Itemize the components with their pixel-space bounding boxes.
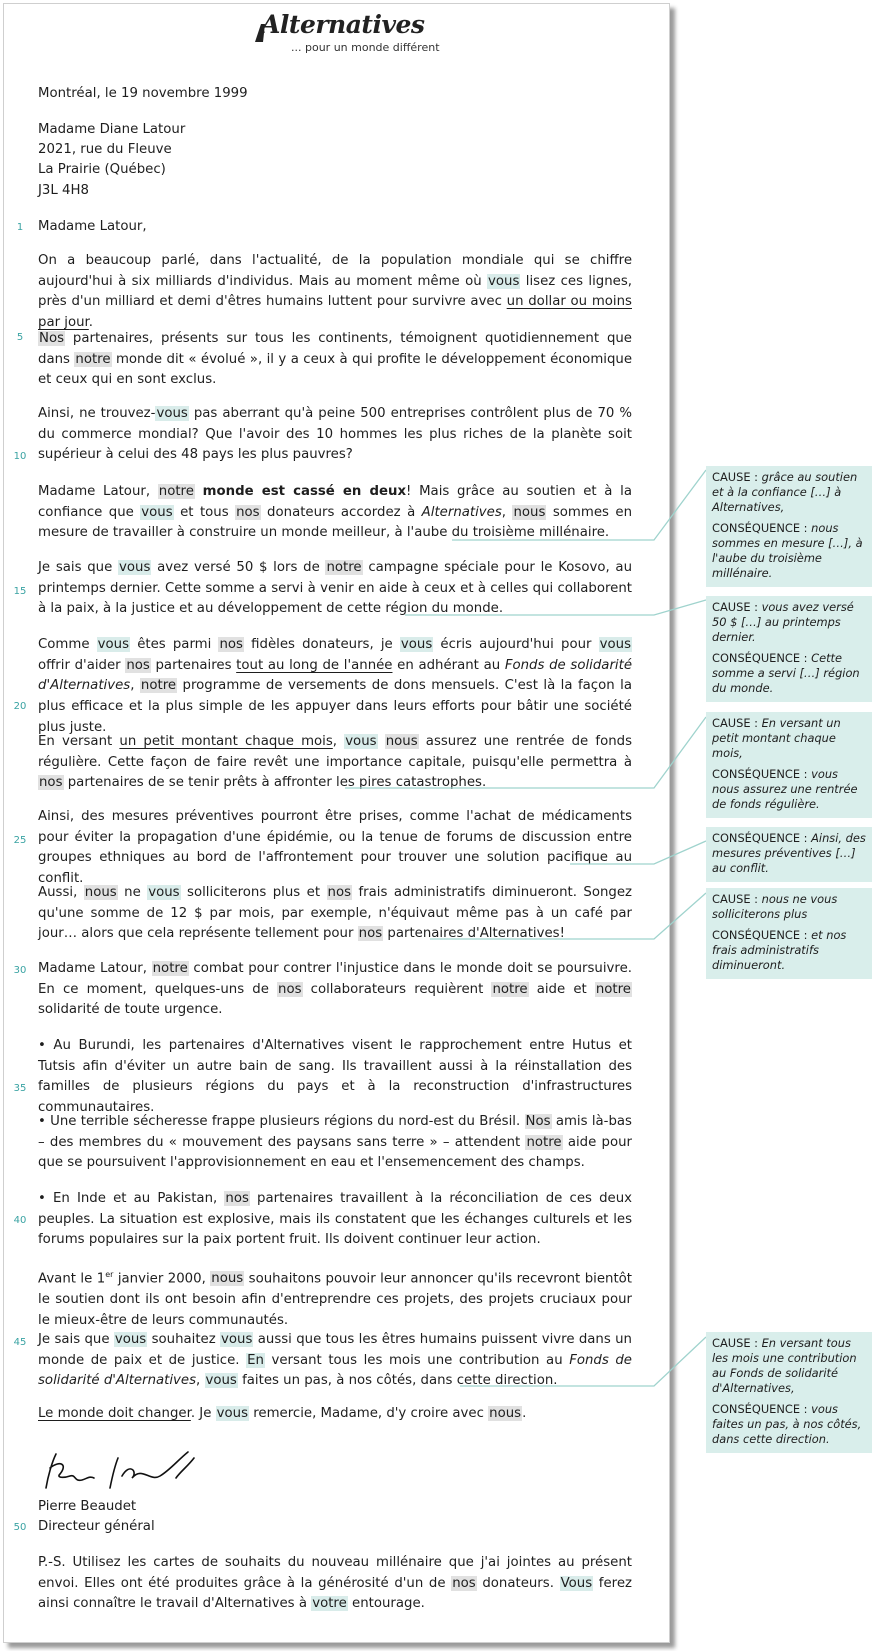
logo-tagline: ... pour un monde différent (291, 41, 440, 54)
note-value: et nos frais administratifs diminueront. (712, 928, 847, 972)
paragraph: Madame Latour, notre combat pour contrer l'injustice dans le monde doit se poursuivre. En ce moment, quelques-uns de nos collaborateurs requièrent notre aide et notre solidarité de toute urgence. (38, 961, 632, 1018)
recipient-line: J3L 4H8 (38, 183, 89, 198)
recipient-line: Madame Diane Latour (38, 122, 186, 137)
cause-consequence-note (706, 466, 872, 587)
note-value: nous sommes en mesure […], à l'aube du troisième millénaire. (712, 521, 863, 580)
note-key: CAUSE : (712, 470, 762, 484)
line-number: 45 (13, 1337, 27, 1348)
cause-consequence-note (706, 1332, 872, 1453)
line-number: 30 (13, 965, 27, 976)
cause-consequence-note (706, 596, 872, 702)
note-value: Cette somme a servi […] région du monde. (712, 651, 860, 695)
note-key: CONSÉQUENCE : (712, 651, 812, 665)
paragraph: Ainsi, des mesures préventives pourront être prises, comme l'achat de médicaments pour éviter la propagation d'une épidémie, ou la tenue de forums de discussion entre groupes ethniques au bord de l'affrontement pour trouver une solution pacifique au conflit. (38, 809, 632, 887)
paragraph: En versant un petit montant chaque mois, vous nous assurez une rentrée de fonds régulière. Cette façon de faire revêt une importance capitale, puisqu'elle permettra à nos partenaires de se tenir prêts à affronter les pires catastrophes. (38, 734, 632, 791)
letter-date: Montréal, le 19 novembre 1999 (38, 86, 248, 101)
paragraph: Ainsi, ne trouvez-vous pas aberrant qu'à peine 500 entreprises contrôlent plus de 70 % du commerce mondial? Que l'avoir des 10 hommes les plus riches de la planète soit supérieur à celui des 48 pays les plus pauvres? (38, 406, 633, 463)
paragraph: Nos partenaires, présents sur tous les continents, témoignent quotidiennement que dans notre monde dit « évolué », il y a ceux à qui profite le développement économique et ceux qui en sont exclus. (38, 331, 633, 388)
paragraph: Je sais que vous souhaitez vous aussi que tous les êtres humains puissent vivre dans un monde de paix et de justice. En versant tous les mois une contribution au Fonds de solidarité d'Alternatives, vous faites un pas, à nos côtés, dans cette direction. (38, 1332, 632, 1389)
note-value: nous ne vous solliciterons plus (712, 892, 838, 921)
paragraph: • Une terrible sécheresse frappe plusieurs régions du nord-est du Brésil. Nos amis là-bas – des membres du « mouvement des paysans sans terre » – attendent notre aide pour que se poursuivent l'approvisionnement en eau et l'ensemencement des champs. (38, 1114, 632, 1171)
line-number: 1 (16, 222, 24, 233)
note-value: En versant un petit montant chaque mois, (712, 716, 841, 760)
note-value: vous faites un pas, à nos côtés, dans cette direction. (712, 1402, 862, 1446)
line-number: 10 (13, 451, 27, 462)
paragraph: On a beaucoup parlé, dans l'actualité, de la population mondiale qui se chiffre aujourd'hui à six milliards d'individus. Mais au moment même où vous lisez ces lignes, près d'un milliard et demi d'êtres humains luttent pour survivre avec un dollar ou moins par jour. (38, 253, 633, 331)
note-key: CONSÉQUENCE : (712, 767, 812, 781)
paragraph: Je sais que vous avez versé 50 $ lors de notre campagne spéciale pour le Kosovo, au printemps dernier. Cette somme a servi à venir en aide à ceux et à celles qui collaborent à la paix, à la justice et au développement de cette région du monde. (38, 560, 632, 617)
salutation: Madame Latour, (38, 219, 147, 234)
cause-consequence-note (706, 888, 872, 979)
note-key: CONSÉQUENCE : (712, 928, 812, 942)
paragraph: Avant le 1er janvier 2000, nous souhaitons pouvoir leur annoncer qu'ils recevront bientôt le soutien dont ils ont besoin afin d'entreprendre ces projets, des projets cruciaux pour le mieux-être de leurs communautés. (38, 1270, 633, 1328)
note-key: CAUSE : (712, 716, 762, 730)
logo-name: Alternatives (261, 10, 425, 39)
line-number: 50 (13, 1522, 27, 1533)
note-key: CAUSE : (712, 600, 762, 614)
line-number: 35 (13, 1083, 27, 1094)
paragraph: Comme vous êtes parmi nos fidèles donateurs, je vous écris aujourd'hui pour vous offrir d'aider nos partenaires tout au long de l'année en adhérant au Fonds de solidarité d'Alternatives, notre programme de versements de dons mensuels. C'est là la façon la plus efficace et la plus simple de les appuyer dans leurs efforts pour bâtir une société plus juste. (38, 637, 632, 735)
line-number: 25 (13, 835, 27, 846)
postscript: P.-S. Utilisez les cartes de souhaits du nouveau millénaire que j'ai jointes au présent envoi. Elles ont été produites grâce à la générosité d'un de nos donateurs. Vous ferez ainsi connaître le travail d'Alternatives à votre entourage. (38, 1555, 632, 1612)
note-value: vous nous assurez une rentrée de fonds régulière. (712, 767, 858, 811)
signer-name: Pierre Beaudet (38, 1499, 137, 1514)
cause-consequence-note (706, 827, 872, 882)
note-value: Ainsi, des mesures préventives […] au conflit. (712, 831, 866, 875)
paragraph: Aussi, nous ne vous solliciterons plus et nos frais administratifs diminueront. Songez qu'une somme de 12 $ par mois, par exemple, n'équivaut même pas à un café par jour… alors que cela représente tellement pour nos partenaires d'Alternatives! (38, 885, 632, 942)
paragraph: • En Inde et au Pakistan, nos partenaires travaillent à la réconciliation de ces deux peuples. La situation est explosive, mais ils constatent que les échanges culturels et les forums populaires sur la paix portent fruit. Ils doivent continuer leur action. (38, 1191, 632, 1248)
cause-consequence-note (706, 712, 872, 818)
line-number: 5 (16, 332, 24, 343)
note-value: vous avez versé 50 $ […] au printemps dernier. (712, 600, 854, 644)
line-number: 15 (13, 586, 27, 597)
paragraph: Le monde doit changer. Je vous remercie, Madame, d'y croire avec nous. (38, 1406, 527, 1421)
signer-title: Directeur général (38, 1519, 155, 1534)
recipient-line: 2021, rue du Fleuve (38, 142, 172, 157)
note-value: En versant tous les mois une contribution au Fonds de solidarité d'Alternatives, (712, 1336, 857, 1395)
line-number: 40 (13, 1215, 27, 1226)
note-key: CAUSE : (712, 892, 762, 906)
note-key: CAUSE : (712, 1336, 762, 1350)
line-number: 20 (13, 701, 27, 712)
note-key: CONSÉQUENCE : (712, 1402, 812, 1416)
note-value: grâce au soutien et à la confiance […] à Alternatives, (712, 470, 858, 514)
recipient-line: La Prairie (Québec) (38, 162, 166, 177)
note-key: CONSÉQUENCE : (712, 831, 812, 845)
paragraph: • Au Burundi, les partenaires d'Alternatives visent le rapprochement entre Hutus et Tutsis afin d'éviter un autre bain de sang. Ils travaillent aussi à la réinstallation des familles de plusieurs régions du pays et à la reconstruction d'infrastructures communautaires. (38, 1038, 632, 1116)
paragraph: Madame Latour, notre monde est cassé en deux! Mais grâce au soutien et à la confiance que vous et tous nos donateurs accordez à Alternatives, nous sommes en mesure de travailler à construire un monde meilleur, à l'aube du troisième millénaire. (38, 484, 632, 541)
note-key: CONSÉQUENCE : (712, 521, 812, 535)
